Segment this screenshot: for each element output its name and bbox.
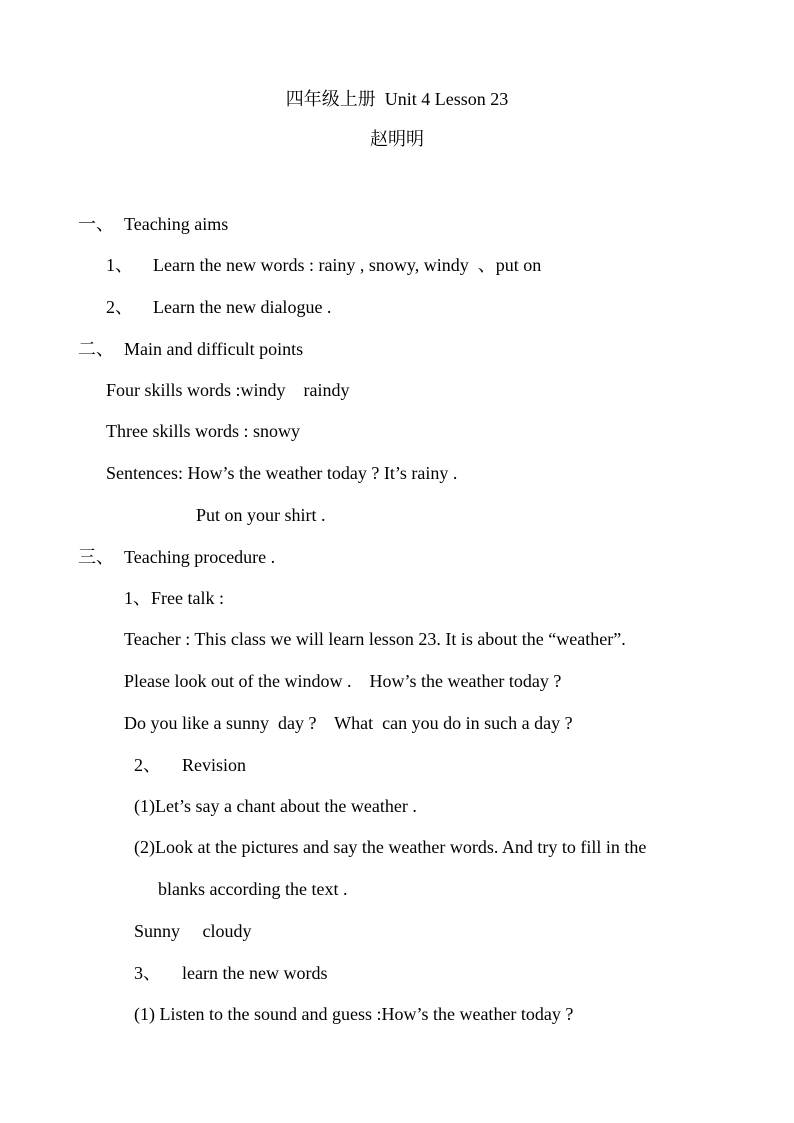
four-skills-words: Four skills words :windy raindy [106, 380, 350, 400]
document-title: 四年级上册 Unit 4 Lesson 23 [285, 89, 509, 109]
section-2-marker: 二、 [78, 339, 114, 359]
step-2-title: Revision [182, 755, 247, 775]
step-1-line-1: Teacher : This class we will learn lesson 23. It is about the “weather”. [124, 629, 626, 649]
step-1-title: 1、Free talk : [124, 588, 224, 608]
step-3-number: 3、 [134, 963, 161, 983]
step-2-item-2: (2)Look at the pictures and say the weather words. And try to fill in the [134, 837, 647, 857]
section-3-heading: Teaching procedure . [124, 547, 276, 567]
step-1-line-3: Do you like a sunny day ? What can you do in such a day ? [124, 713, 573, 733]
step-2-item-1: (1)Let’s say a chant about the weather . [134, 796, 417, 816]
aim-1-text: Learn the new words : rainy , snowy, windy 、put on [153, 255, 542, 275]
key-sentences: Sentences: How’s the weather today ? It’s rainy . [106, 463, 458, 483]
section-3-marker: 三、 [78, 547, 114, 567]
step-3-title: learn the new words [182, 963, 328, 983]
aim-1-number: 1、 [106, 255, 133, 275]
step-1-line-2: Please look out of the window . How’s the weather today ? [124, 671, 562, 691]
step-2-item-2-continued: blanks according the text . [158, 879, 348, 899]
key-sentences-continued: Put on your shirt . [196, 505, 326, 525]
section-1-marker: 一、 [78, 214, 114, 234]
aim-2-number: 2、 [106, 297, 133, 317]
aim-2-text: Learn the new dialogue . [153, 297, 332, 317]
step-3-item-1: (1) Listen to the sound and guess :How’s the weather today ? [134, 1004, 574, 1024]
document-author: 赵明明 [370, 129, 424, 149]
section-2-heading: Main and difficult points [124, 339, 304, 359]
section-1-heading: Teaching aims [124, 214, 229, 234]
weather-words: Sunny cloudy [134, 921, 252, 941]
step-2-number: 2、 [134, 755, 161, 775]
three-skills-words: Three skills words : snowy [106, 421, 300, 441]
